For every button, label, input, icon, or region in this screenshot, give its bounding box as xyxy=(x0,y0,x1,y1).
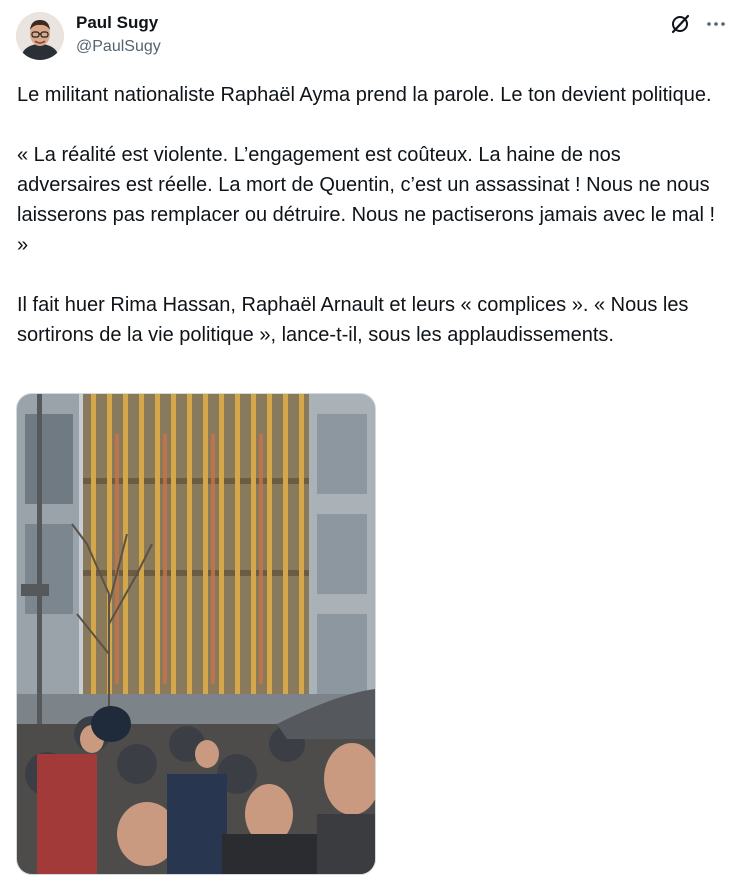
grok-slash-icon[interactable] xyxy=(668,12,692,36)
tweet-header xyxy=(16,10,728,64)
top-actions xyxy=(668,12,728,36)
more-dots-icon[interactable] xyxy=(704,12,728,36)
author-names xyxy=(76,12,161,58)
avatar-image xyxy=(16,12,64,60)
tweet-video-thumbnail[interactable] xyxy=(16,393,376,875)
video-frame-image xyxy=(17,394,375,874)
author-handle[interactable]: @PaulSugy xyxy=(76,38,161,55)
avatar[interactable] xyxy=(16,12,64,60)
tweet-text: Le militant nationaliste Raphaël Ayma prend la parole. Le ton devient politique. « La réalité est violente. L’engagement est coûteux. La haine de nos adversaires est réelle. La mort de Quentin, c’est un assassinat ! Nous ne nous laisserons pas remplacer ou détruire. Nous ne pactiserons jamais avec le mal ! » Il fait huer Rima Hassan, Raphaël Arnault et leurs « complices ». « Nous les sortirons de la vie politique », lance-t-il, sous les applaudissements. xyxy=(17,84,716,346)
author-display-name[interactable]: Paul Sugy xyxy=(76,13,159,32)
